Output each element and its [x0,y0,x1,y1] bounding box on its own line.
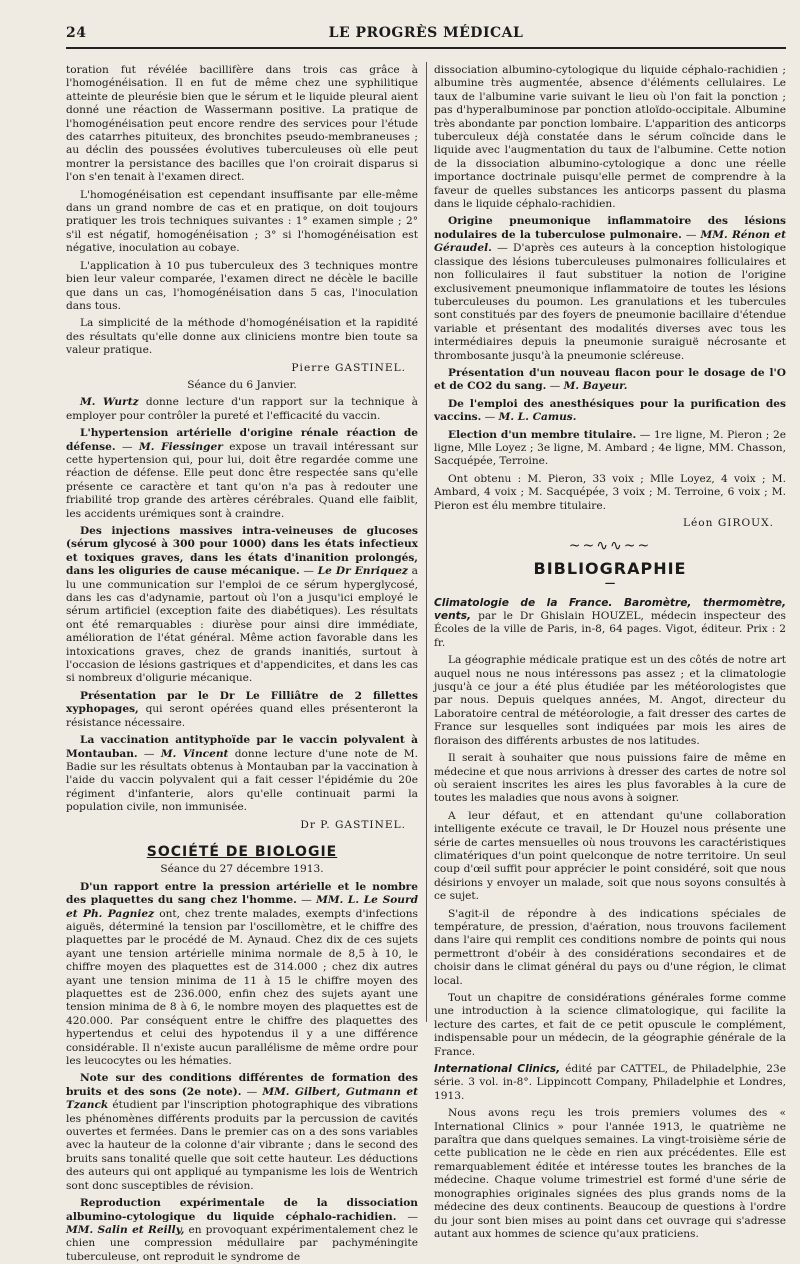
paragraph: S'agit-il de répondre à des indications spéciales de température, de pression, d'aération, nous trouvons facilement dans l'aire qui remplit ces conditions nombre de points qui nous permettront d'obéir à des considérations secondaires et de choisir dans le climat général du pays ou d'une région, le climat local. [434,907,786,987]
paragraph: A leur défaut, et en attendant qu'une collaboration intelligente exécute ce travail, le Dr Houzel nous présente une série de cartes mensuelles où nous trouvons les caractéristiques climatériques d'un point quelconque de notre territoire. Un seul coup d'œil suffit pour apprécier le point considéré, soit que nous désirions y envoyer un malade, soit que nous soyons consultés à ce sujet. [434,809,786,903]
book-entry: Climatologie de la France. Baromètre, thermomètre, vents, par le Dr Ghislain HOUZEL, médecin inspecteur des Écoles de la ville de Paris, in-8, 64 pages. Vigot, éditeur. Prix : 2 fr. [434,596,786,649]
paragraph: toration fut révélée bacillifère dans trois cas grâce à l'homogénéisation. Il en fut de même chez une syphilitique atteinte de pleurésie bien que le sérum et le liquide pleural aient donné une réaction de Wassermann positive. La pratique de l'homogénéisation peut encore rendre des services pour l'étude des catarrhes pituiteux, des bronchites pseudo-membraneuses ; au déclin des poussées évolutives tuberculeuses où elle peut montrer la persistance des bacilles que l'on croirait disparus si l'on s'en tenait à l'examen direct. [66,64,418,184]
paragraph: dissociation albumino-cytologique du liquide céphalo-rachidien ; albumine très augmentée, absence d'éléments cellulaires. Le taux de l'albumine varie suivant le lieu où l'on fait la ponction ; pas d'hyperalbuminose par ponction atloïdo-occipitale. Albumine très abondante par ponction lombaire. L'apparition des anticorps tuberculeux déjà constatée dans le sérum coïncide dans le liquide avec l'augmentation du taux de l'albumine. Cette notion de la dissociation albumino-cytologique a donc une réelle importance doctrinale puisqu'elle permet de comprendre à la faveur de quelles substances les anticorps passent du plasma dans le liquide céphalo-rachidien. [434,64,786,211]
page-header [66,22,786,44]
section-title: SOCIÉTÉ DE BIOLOGIE [146,843,338,860]
ornament-divider: ~~∿∿~~ [568,538,652,555]
paragraph: Reproduction expérimentale de la dissociation albumino-cytologique du liquide céphalo-rachidien. — MM. Salin et Reilly, en provoquant expérimentalement chez le chien une compression médullaire par pachyméningite tuberculeuse, ont reproduit le syndrome de [66,1197,418,1263]
section-title: BIBLIOGRAPHIE [533,558,687,578]
paragraph: Ont obtenu : M. Pieron, 33 voix ; Mlle Loyez, 4 voix ; M. Ambard, 4 voix ; M. Sacquépée, 3 voix ; M. Terroine, 6 voix ; M. Pieron est élu membre titulaire. [434,472,786,512]
signature: Léon GIROUX. [682,517,774,529]
session-date: Séance du 27 décembre 1913. [160,863,324,876]
paragraph: Nous avons reçu les trois premiers volumes des « International Clinics » pour l'année 1913, le quatrième ne paraîtra que dans quelques semaines. La vingt-troisième série de cette publication ne le cède en rien aux précédentes. Elle est remarquablement éditée et intéresse toutes les branches de la médecine. Chaque volume trimestriel est formé d'une série de monographies originales signées des plus grands noms de la médecine des deux continents. Beaucoup de questions à l'ordre du jour sont bien mises au point dans cet ouvrage qui s'adresse autant aux hommes de science qu'aux praticiens. [434,1107,786,1240]
paragraph: L'application à 10 pus tuberculeux des 3 techniques montre bien leur valeur comparée, l'examen direct ne décèle le bacille que dans un cas, l'homogénéisation dans 5 cas, l'inoculation dans tous. [66,259,418,312]
header-rule [66,47,786,49]
paragraph: Présentation d'un nouveau flacon pour le dosage de l'O et de CO2 du sang. — M. Bayeur. [434,366,786,393]
paragraph: L'hypertension artérielle d'origine rénale réaction de défense. — M. Fiessinger expose un travail intéressant sur cette hypertension qui, pour lui, doit être regardée comme une réaction de défense. Elle peut donc être respectée sans qu'elle présente ce caractère et tant qu'on n'a pas à redouter une friabilité trop grande des artères cérébrales. Quand elle faiblit, les accidents urémiques sont à craindre. [66,427,418,520]
paragraph: M. Wurtz donne lecture d'un rapport sur la technique à employer pour contrôler la pureté et l'efficacité du vaccin. [66,396,419,422]
right-column [434,64,786,1240]
book-entry: International Clinics, édité par CATTEL, de Philadelphie, 23e série. 3 vol. in-8°. Lippincott Company, Philadelphie et Londres, 1913. [434,1063,786,1102]
paragraph: Présentation par le Dr Le Filliâtre de 2 fillettes xyphopages, qui seront opérées quand elles présenteront la résistance nécessaire. [66,689,418,729]
journal-title: LE PROGRÈS MÉDICAL [328,25,524,41]
page-number: 24 [66,25,87,41]
title-dash: — [604,577,616,590]
session-date: Séance du 6 Janvier. [187,378,297,391]
paragraph: La géographie médicale pratique est un des côtés de notre art auquel nous ne nous intéressons pas assez ; et la climatologie jusqu'à ce jour a été plus étudiée par les météorologistes que par nous. Depuis quelques années, M. Angot, directeur du Laboratoire central de météorologie, a fait dresser des cartes de France sur lesquelles sont indiquées par mois les aires de floraison des différents arbustes de nos latitudes. [434,654,786,747]
paragraph: La simplicité de la méthode d'homogénéisation et la rapidité des résultats qu'elle donne aux cliniciens montre bien toute sa valeur pratique. [66,317,418,357]
signature: Dr P. GASTINEL. [300,818,406,831]
paragraph: Des injections massives intra-veineuses de glucoses (sérum glycosé à 300 pour 1000) dans les états infectieux et toxiques graves, dans les états d'inanition prolongés, dans les oliguries de cause mécanique. — Le Dr Enriquez a lu une communication sur l'emploi de ce sérum hyperglycosé, dans les cas d'adynamie, partout où l'on a jusqu'ici employé le sérum artificiel (exception faite des diabétiques). Les résultats ont été remarquables : diurèse pour ainsi dire immédiate, amélioration de l'état général. Même action favorable dans les intoxications graves, chez de grands inanitiés, surtout à l'occasion de lésions gastriques et d'appendicites, et dans les cas si nombreux d'oligurie mécanique. [66,525,418,685]
paragraph: D'un rapport entre la pression artérielle et le nombre des plaquettes du sang chez l'homme. — MM. L. Le Sourd et Ph. Pagniez ont, chez trente malades, exempts d'infections aiguës, déterminé la tension par l'oscillomètre, et le chiffre des plaquettes par le procédé de M. Aynaud. Chez dix de ces sujets ayant une tension artérielle minima normale de 8,5 à 10, le chiffre moyen des plaquettes est de 314.000 ; chez dix autres ayant une tension minima de 11 à 15 le chiffre moyen des plaquettes est de 236.000, enfin chez des sujets ayant une tension minima de 8 à 6, le nombre moyen des plaquettes est de 420.000. Par conséquent entre le chiffre des plaquettes des hypertendus et celui des hypotendus il y a une différence considérable. Il n'existe aucun parallélisme de même ordre pour les leucocytes ou les hématies. [66,880,418,1068]
signature: Pierre GASTINEL. [291,361,406,374]
paragraph: Election d'un membre titulaire. — 1re ligne, M. Pieron ; 2e ligne, Mlle Loyez ; 3e ligne, M. Ambard ; 4e ligne, MM. Chasson, Sacquépée, Terroine. [434,428,786,468]
paragraph: De l'emploi des anesthésiques pour la purification des vaccins. — M. L. Camus. [434,397,786,424]
paragraph: Il serait à souhaiter que nous puissions faire de même en médecine et que nous arrivions à dresser des cartes de notre sol où seraient inscrites les aires les plus favorables à la cure de toutes les maladies que nous avons à soigner. [434,752,786,805]
paragraph: Tout un chapitre de considérations générales forme comme une introduction à la science climatologique, qui facilite la lecture des cartes, et fait de ce petit opuscule le complément, indispensable pour un médecin, de la géographie générale de la France. [434,992,786,1058]
paragraph: L'homogénéisation est cependant insuffisante par elle-même dans un grand nombre de cas et en pratique, on doit toujours pratiquer les trois techniques suivantes : 1° examen simple ; 2° s'il est négatif, homogénéisation ; 3° si l'homogénéisation est négative, inoculation au cobaye. [66,188,418,255]
column-divider [426,62,427,1022]
paragraph: Origine pneumonique inflammatoire des lésions nodulaires de la tuberculose pulmonaire. — MM. Rénon et Géraudel. — D'après ces auteurs à la conception histologique classique des lésions tuberculeuses pulmonaires folliculaires et non folliculaires il faut substituer la notion de l'origine exclusivement pneumonique inflammatoire de toutes les lésions tuberculeuses du poumon. Les granulations et les tubercules sont constitués par des foyers de pneumonie bacillaire d'étendue variable et présentant des modalités diverses avec tous les intermédiaires depuis la pneumonie suraiguë nécrosante et thrombosante jusqu'à la pneumonie scléreuse. [434,215,786,362]
left-column [66,64,419,1263]
paragraph: Note sur des conditions différentes de formation des bruits et des sons (2e note). — MM. Gilbert, Gutmann et Tzanck étudient par l'inscription photographique des vibrations les phénomènes différents produits par la percussion de cavités ouvertes et fermées. Dans le premier cas on a des sons variables avec la hauteur de la colonne d'air vibrante ; dans le second des bruits sans tonalité quelle que soit cette hauteur. Les déductions des auteurs qui ont appliqué au tympanisme les lois de Wentrich sont donc susceptibles de révision. [66,1072,418,1192]
paragraph: La vaccination antityphoïde par le vaccin polyvalent à Montauban. — M. Vincent donne lecture d'une note de M. Badie sur les résultats obtenus à Montauban par la vaccination à l'aide du vaccin polyvalent qui a fait cesser l'épidémie du 20e régiment d'infanterie, alors qu'elle continuait parmi la population civile, non immunisée. [66,734,418,814]
